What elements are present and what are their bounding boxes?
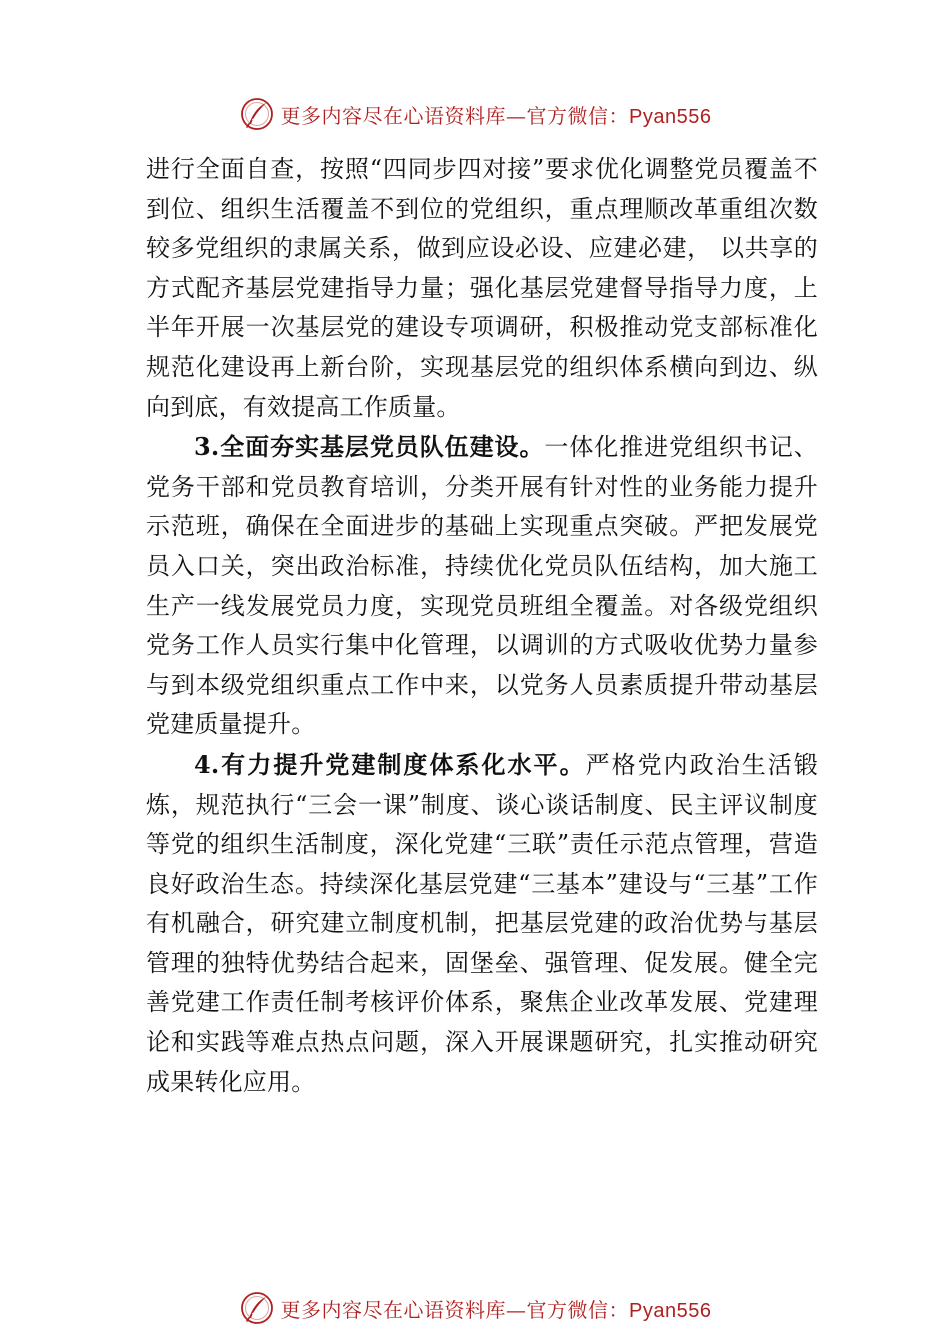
section-4-text: 严格党内政治生活锻炼，规范执行“三会一课”制度、谈心谈话制度、民主评议制度等党的组织生活制度，深化党建“三联”责任示范点管理，营造良好政治生态。持续深化基层党建“三基本”建设与“三基”工作有机融合，研究建立制度机制，把基层党建的政治优势与基层管理的独特优势结合起来，固堡垒、强管理、促发展。健全完善党建工作责任制考核评价体系，聚焦企业改革发展、党建理论和实践等难点热点问题，深入开展课题研究，扎实推动研究成果转化应用。 bbox=[146, 750, 818, 1096]
section-3-text: 一体化推进党组织书记、党务干部和党员教育培训，分类开展有针对性的业务能力提升示范班，确保在全面进步的基础上实现重点突破。严把发展党员入口关，突出政治标准，持续优化党员队伍结构，加大施工生产一线发展党员力度，实现党员班组全覆盖。对各级党组织党务工作人员实行集中化管理，以调训的方式吸收优势力量参与到本级党组织重点工作中来，以党务人员素质提升带动基层党建质量提升。 bbox=[146, 433, 818, 739]
footer-banner bbox=[0, 1288, 950, 1328]
paragraph-continued: 进行全面自查，按照“四同步四对接”要求优化调整党员覆盖不到位、组织生活覆盖不到位的党组织，重点理顺改革重组次数较多党组织的隶属关系，做到应设必设、应建必建， 以共享的方式配齐基层党建指导力量；强化基层党建督导指导力度，上半年开展一次基层党的建设专项调研，积极推动党支部标准化规范化建设再上新台阶，实现基层党的组织体系横向到边、纵向到底，有效提高工作质量。 bbox=[146, 155, 818, 421]
header-banner bbox=[0, 94, 950, 134]
header-banner-text: 更多内容尽在心语资料库—官方微信：Pyan556 bbox=[280, 103, 712, 128]
paragraph-section-3 bbox=[146, 427, 818, 745]
document-body bbox=[146, 150, 818, 1102]
footer-banner-text: 更多内容尽在心语资料库—官方微信：Pyan556 bbox=[280, 1297, 712, 1322]
paragraph-section-4 bbox=[146, 745, 818, 1102]
section-4-heading: 4.有力提升党建制度体系化水平。 bbox=[194, 749, 586, 779]
quill-pen-logo-icon bbox=[239, 1290, 275, 1326]
wechat-id: Pyan556 bbox=[629, 1299, 712, 1322]
wechat-id: Pyan556 bbox=[629, 105, 712, 128]
quill-pen-logo-icon bbox=[239, 96, 275, 132]
section-3-heading: 3.全面夯实基层党员队伍建设。 bbox=[194, 432, 545, 462]
